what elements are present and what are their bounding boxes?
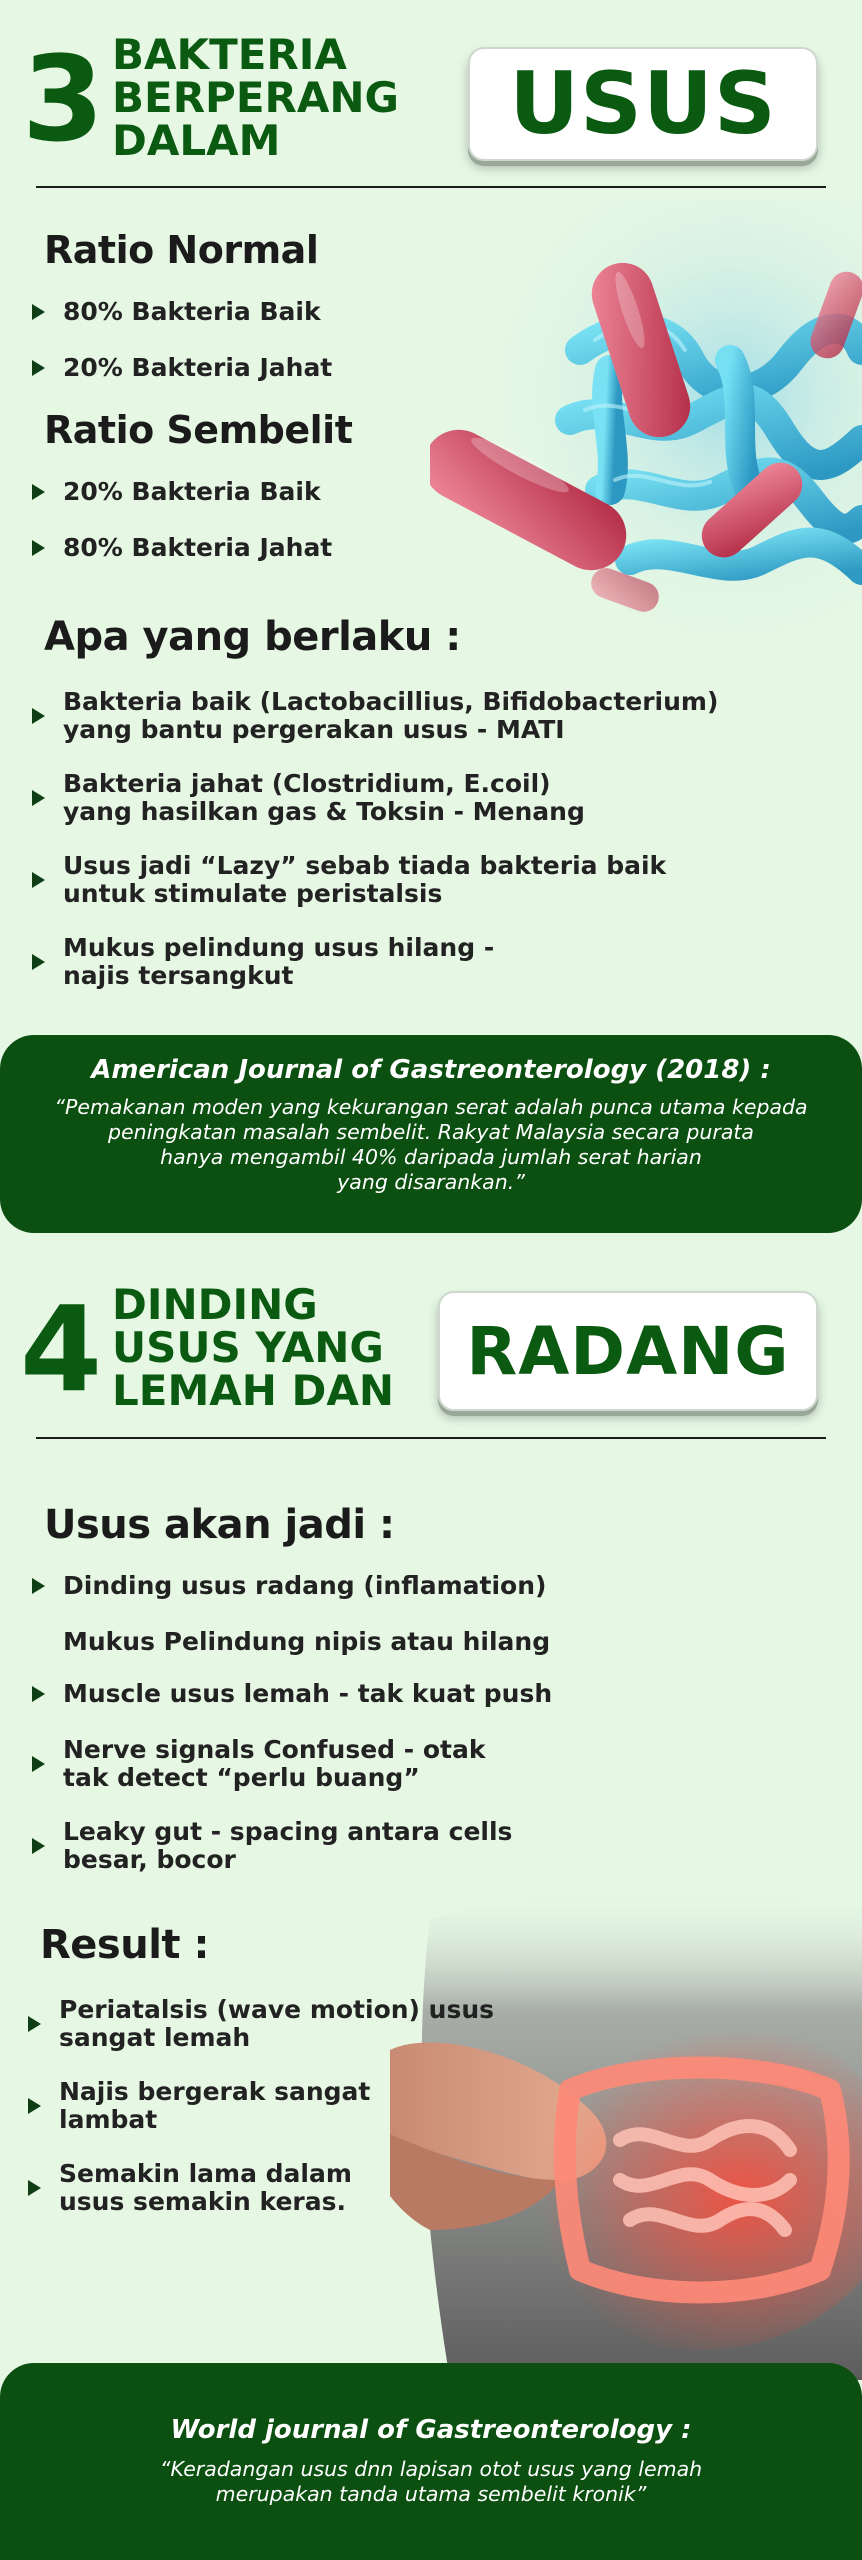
section3-heading-line: BAKTERIA — [112, 30, 347, 79]
bullet-triangle-icon — [32, 360, 45, 376]
result-heading: Result : — [40, 1922, 209, 1968]
bullet-triangle-icon — [32, 1578, 45, 1594]
bullet-triangle-icon — [32, 708, 45, 724]
bullet-triangle-icon — [32, 1838, 45, 1854]
section3-title: USUS — [509, 54, 777, 154]
usus-jadi-item-text: Nerve signals Confused - otak tak detect “perlu buang” — [63, 1735, 486, 1792]
ratio-normal-heading: Ratio Normal — [44, 228, 319, 272]
result-item — [28, 1996, 494, 2052]
bullet-triangle-icon — [32, 484, 45, 500]
ratio-sembelit-item — [32, 478, 321, 506]
usus-jadi-item — [32, 1818, 512, 1874]
bullet-triangle-icon — [32, 540, 45, 556]
quote-text: “Pemakanan moden yang kekurangan serat adalah punca utama kepada peningkatan masalah sembelit. Rakyat Malaysia secara purata hanya mengambil 40% daripada jumlah serat harian yang disarankan.” — [54, 1095, 808, 1194]
bullet-triangle-icon — [32, 304, 45, 320]
section3-number: 3 — [22, 30, 101, 168]
bullet-triangle-icon — [28, 2180, 41, 2196]
usus-jadi-item-text: Muscle usus lemah - tak kuat push — [63, 1679, 553, 1708]
section4-heading-line: USUS YANG — [112, 1323, 384, 1372]
quote-bar-2 — [0, 2363, 862, 2560]
section3-heading-line: DALAM — [112, 116, 281, 165]
apa-berlaku-item-text: Usus jadi “Lazy” sebab tiada bakteria baik untuk stimulate peristalsis — [63, 851, 667, 908]
quote-source: American Journal of Gastreonterology (2018) : — [91, 1055, 771, 1085]
usus-jadi-item — [32, 1736, 485, 1792]
bullet-triangle-icon — [32, 872, 45, 888]
ratio-sembelit-item — [32, 534, 332, 562]
section4-divider — [36, 1437, 826, 1439]
section3-heading — [112, 30, 399, 165]
ratio-sembelit-item-text: 20% Bakteria Baik — [63, 477, 321, 506]
usus-jadi-item — [32, 1572, 546, 1600]
bacteria-illustration — [430, 200, 862, 640]
apa-berlaku-item — [32, 688, 718, 744]
result-item-text: Semakin lama dalam usus semakin keras. — [59, 2159, 352, 2216]
usus-jadi-item-text: Mukus Pelindung nipis atau hilang — [63, 1627, 551, 1656]
apa-berlaku-item — [32, 770, 585, 826]
ratio-sembelit-item-text: 80% Bakteria Jahat — [63, 533, 333, 562]
quote-text: “Keradangan usus dnn lapisan otot usus yang lemah merupakan tanda utama sembelit kronik” — [159, 2457, 703, 2506]
ratio-normal-item-text: 20% Bakteria Jahat — [63, 353, 333, 382]
apa-berlaku-item-text: Mukus pelindung usus hilang - najis tersangkut — [63, 933, 495, 990]
bullet-triangle-icon — [28, 2016, 41, 2032]
section3-title-box — [468, 47, 818, 161]
apa-berlaku-item — [32, 934, 494, 990]
usus-jadi-item-text: Dinding usus radang (inflamation) — [63, 1571, 547, 1600]
section4-heading — [112, 1280, 395, 1415]
ratio-sembelit-heading: Ratio Sembelit — [44, 408, 353, 452]
result-item — [28, 2160, 352, 2216]
usus-jadi-item — [32, 1680, 552, 1708]
section4-title-box — [438, 1291, 818, 1411]
inflamed-gut-illustration — [390, 1880, 862, 2380]
apa-berlaku-heading: Apa yang berlaku : — [44, 614, 461, 660]
section3-heading-line: BERPERANG — [112, 73, 399, 122]
quote-bar-1 — [0, 1035, 862, 1233]
section4-title: RADANG — [466, 1312, 790, 1390]
result-item-text: Periatalsis (wave motion) usus sangat lemah — [59, 1995, 495, 2052]
ratio-normal-item — [32, 354, 332, 382]
usus-jadi-item-text: Leaky gut - spacing antara cells besar, bocor — [63, 1817, 513, 1874]
result-item-text: Najis bergerak sangat lambat — [59, 2077, 371, 2134]
usus-jadi-item — [32, 1628, 550, 1656]
bullet-triangle-icon — [28, 2098, 41, 2114]
result-item — [28, 2078, 370, 2134]
apa-berlaku-item-text: Bakteria baik (Lactobacillius, Bifidobacterium) yang bantu pergerakan usus - MATI — [63, 687, 719, 744]
bullet-triangle-icon — [32, 790, 45, 806]
apa-berlaku-item — [32, 852, 666, 908]
bullet-triangle-icon — [32, 1686, 45, 1702]
section4-heading-line: DINDING — [112, 1280, 318, 1329]
section3-divider — [36, 186, 826, 188]
bullet-triangle-icon — [32, 954, 45, 970]
quote-source: World journal of Gastreonterology : — [170, 2415, 692, 2445]
ratio-normal-item-text: 80% Bakteria Baik — [63, 297, 321, 326]
usus-jadi-heading: Usus akan jadi : — [44, 1502, 395, 1548]
apa-berlaku-item-text: Bakteria jahat (Clostridium, E.coil) yang hasilkan gas & Toksin - Menang — [63, 769, 585, 826]
section4-number: 4 — [20, 1280, 99, 1418]
bullet-triangle-icon — [32, 1756, 45, 1772]
section4-heading-line: LEMAH DAN — [112, 1366, 395, 1415]
ratio-normal-item — [32, 298, 321, 326]
